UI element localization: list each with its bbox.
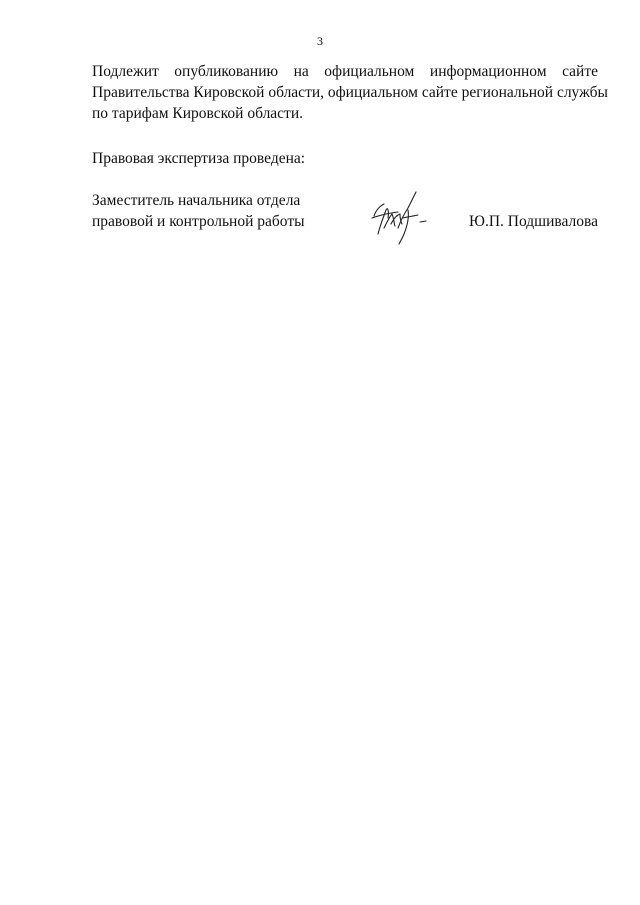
publication-line-2: Правительства Кировской области, официальном сайте региональной службы [92, 84, 608, 101]
page-number: 3 [317, 34, 323, 48]
position-line-2: правовой и контрольной работы [92, 213, 305, 230]
publication-line-3: по тарифам Кировской области. [92, 105, 304, 122]
signatory-name: Ю.П. Подшивалова [469, 213, 598, 230]
handwritten-signature [364, 188, 434, 246]
legal-expertise-statement: Правовая экспертиза проведена: [92, 150, 306, 167]
publication-notice [92, 61, 608, 124]
publication-line-1: Подлежит опубликованию на официальном информационном сайте [92, 63, 598, 80]
signatory-position [92, 190, 352, 232]
position-line-1: Заместитель начальника отдела [92, 192, 301, 209]
